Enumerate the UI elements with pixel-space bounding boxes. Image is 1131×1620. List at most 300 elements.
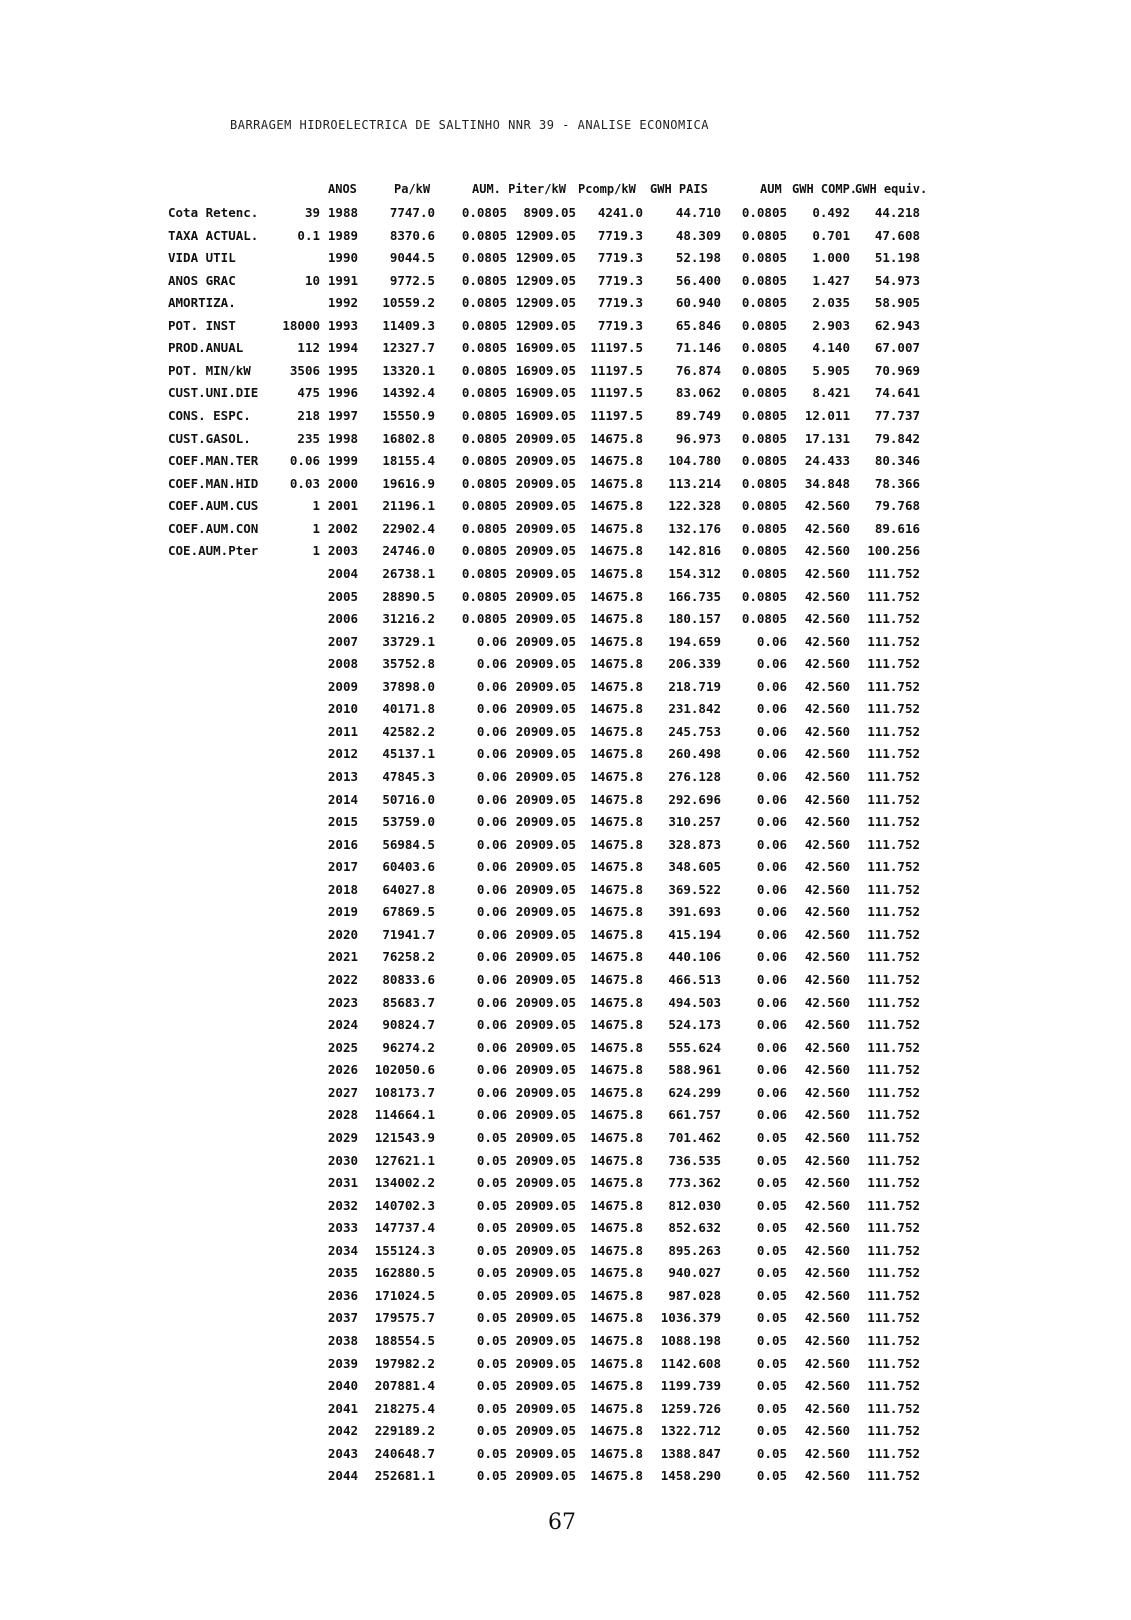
- cell-aum: 0.06: [476, 791, 507, 807]
- cell-piter: 20909.05: [515, 1468, 576, 1484]
- table-row: [0, 631, 1131, 654]
- cell-equiv: 111.752: [867, 1152, 920, 1168]
- cell-comp: 42.560: [804, 1197, 850, 1213]
- cell-label: CUST.GASOL.: [168, 430, 251, 446]
- cell-pa: 229189.2: [374, 1423, 435, 1439]
- table-row: [0, 518, 1131, 541]
- cell-year: 2000: [327, 475, 358, 491]
- cell-pcomp: 14675.8: [590, 949, 643, 965]
- cell-pcomp: 14675.8: [590, 1242, 643, 1258]
- cell-comp: 42.560: [804, 1265, 850, 1281]
- cell-param: 1: [312, 520, 320, 536]
- cell-aum2: 0.06: [756, 746, 787, 762]
- cell-piter: 12909.05: [515, 250, 576, 266]
- cell-piter: 8909.05: [523, 205, 576, 220]
- cell-pa: 15550.9: [382, 408, 435, 424]
- cell-year: 2028: [327, 1107, 358, 1123]
- cell-piter: 20909.05: [515, 1107, 576, 1123]
- cell-pa: 76258.2: [382, 949, 435, 965]
- cell-piter: 20909.05: [515, 701, 576, 717]
- cell-pcomp: 14675.8: [590, 881, 643, 897]
- cell-aum2: 0.06: [756, 656, 787, 672]
- cell-aum2: 0.05: [756, 1445, 787, 1461]
- cell-year: 1991: [327, 272, 358, 288]
- cell-equiv: 70.969: [874, 362, 920, 378]
- cell-aum: 0.06: [476, 633, 507, 649]
- cell-aum2: 0.06: [756, 1107, 787, 1123]
- table-row: [0, 1443, 1131, 1466]
- cell-year: 2043: [327, 1445, 358, 1461]
- table-row: [0, 292, 1131, 315]
- cell-aum: 0.06: [476, 904, 507, 920]
- cell-pa: 188554.5: [374, 1333, 435, 1348]
- cell-aum2: 0.0805: [741, 340, 787, 356]
- cell-gwh: 1322.712: [660, 1423, 721, 1439]
- cell-pcomp: 14675.8: [590, 678, 643, 694]
- table-row: [0, 924, 1131, 947]
- cell-equiv: 111.752: [867, 949, 920, 965]
- cell-aum2: 0.0805: [741, 498, 787, 514]
- cell-comp: 42.560: [804, 588, 850, 604]
- table-row: [0, 540, 1131, 563]
- cell-piter: 16909.05: [515, 408, 576, 424]
- cell-equiv: 111.752: [867, 611, 920, 627]
- cell-year: 2020: [327, 926, 358, 942]
- cell-year: 1997: [327, 408, 358, 424]
- cell-equiv: 111.752: [867, 836, 920, 852]
- cell-equiv: 111.752: [867, 1378, 920, 1394]
- cell-piter: 20909.05: [515, 611, 576, 627]
- table-row: [0, 1082, 1131, 1105]
- cell-gwh: 65.846: [675, 317, 721, 333]
- cell-aum: 0.05: [476, 1310, 507, 1326]
- cell-piter: 20909.05: [515, 498, 576, 514]
- header-anos: ANOS: [328, 182, 357, 196]
- cell-piter: 20909.05: [515, 836, 576, 852]
- cell-equiv: 111.752: [867, 1355, 920, 1371]
- cell-piter: 20909.05: [515, 633, 576, 649]
- cell-aum: 0.06: [476, 701, 507, 717]
- cell-year: 2019: [327, 904, 358, 920]
- cell-equiv: 111.752: [867, 1107, 920, 1123]
- cell-pcomp: 14675.8: [590, 1175, 643, 1191]
- cell-comp: 42.560: [804, 746, 850, 762]
- cell-comp: 42.560: [804, 678, 850, 694]
- cell-aum: 0.06: [476, 949, 507, 965]
- cell-equiv: 111.752: [867, 994, 920, 1010]
- cell-piter: 20909.05: [515, 1062, 576, 1078]
- cell-aum2: 0.0805: [741, 430, 787, 446]
- cell-year: 2034: [327, 1242, 358, 1258]
- table-row: [0, 473, 1131, 496]
- table-row: [0, 315, 1131, 338]
- table-row: [0, 766, 1131, 789]
- cell-year: 1992: [327, 295, 358, 311]
- cell-aum2: 0.06: [756, 949, 787, 965]
- cell-gwh: 71.146: [675, 340, 721, 356]
- cell-year: 2009: [327, 678, 358, 694]
- cell-pcomp: 14675.8: [590, 1107, 643, 1123]
- cell-piter: 20909.05: [515, 1197, 576, 1213]
- cell-piter: 16909.05: [515, 385, 576, 401]
- cell-gwh: 624.299: [668, 1084, 721, 1100]
- table-row: [0, 495, 1131, 518]
- cell-comp: 4.140: [812, 340, 850, 356]
- cell-pa: 16802.8: [382, 430, 435, 446]
- cell-param: 235: [297, 430, 320, 446]
- cell-pa: 155124.3: [374, 1242, 435, 1258]
- cell-pa: 28890.5: [382, 588, 435, 604]
- cell-pcomp: 14675.8: [590, 453, 643, 469]
- cell-label: COE.AUM.Pter: [168, 543, 259, 559]
- cell-equiv: 44.218: [874, 205, 920, 220]
- cell-gwh: 736.535: [668, 1152, 721, 1168]
- cell-equiv: 111.752: [867, 1242, 920, 1258]
- cell-gwh: 44.710: [675, 205, 721, 220]
- cell-gwh: 260.498: [668, 746, 721, 762]
- cell-param: 112: [297, 340, 320, 356]
- table-row: [0, 1285, 1131, 1308]
- cell-equiv: 111.752: [867, 1084, 920, 1100]
- cell-year: 1995: [327, 362, 358, 378]
- header-gwh-equiv: GWH equiv.: [855, 182, 928, 196]
- cell-pa: 252681.1: [374, 1468, 435, 1484]
- cell-piter: 20909.05: [515, 1175, 576, 1191]
- cell-label: POT. MIN/kW: [168, 362, 251, 378]
- cell-aum2: 0.0805: [741, 227, 787, 243]
- cell-pa: 10559.2: [382, 295, 435, 311]
- cell-equiv: 111.752: [867, 904, 920, 920]
- table-row: [0, 1330, 1131, 1353]
- cell-comp: 42.560: [804, 881, 850, 897]
- cell-gwh: 104.780: [668, 453, 721, 469]
- cell-gwh: 89.749: [675, 408, 721, 424]
- cell-aum2: 0.06: [756, 723, 787, 739]
- cell-piter: 20909.05: [515, 430, 576, 446]
- cell-piter: 12909.05: [515, 227, 576, 243]
- header-gwh-comp: GWH COMP.: [792, 182, 858, 196]
- cell-comp: 42.560: [804, 1468, 850, 1484]
- cell-pcomp: 14675.8: [590, 814, 643, 830]
- cell-aum: 0.06: [476, 881, 507, 897]
- cell-year: 2002: [327, 520, 358, 536]
- cell-pcomp: 14675.8: [590, 994, 643, 1010]
- cell-param: 3506: [289, 362, 320, 378]
- cell-pcomp: 14675.8: [590, 836, 643, 852]
- cell-piter: 20909.05: [515, 453, 576, 469]
- cell-pa: 11409.3: [382, 317, 435, 333]
- cell-equiv: 47.608: [874, 227, 920, 243]
- cell-equiv: 111.752: [867, 1062, 920, 1078]
- cell-pcomp: 14675.8: [590, 565, 643, 581]
- cell-aum: 0.0805: [461, 205, 507, 220]
- table-row: [0, 1127, 1131, 1150]
- cell-aum: 0.05: [476, 1333, 507, 1348]
- cell-pcomp: 7719.3: [597, 250, 643, 266]
- cell-pa: 64027.8: [382, 881, 435, 897]
- cell-pa: 197982.2: [374, 1355, 435, 1371]
- cell-aum2: 0.05: [756, 1423, 787, 1439]
- cell-pcomp: 11197.5: [590, 385, 643, 401]
- table-row: [0, 789, 1131, 812]
- cell-pcomp: 14675.8: [590, 904, 643, 920]
- cell-piter: 20909.05: [515, 1287, 576, 1303]
- cell-equiv: 111.752: [867, 1333, 920, 1348]
- cell-pcomp: 11197.5: [590, 340, 643, 356]
- cell-year: 2014: [327, 791, 358, 807]
- cell-piter: 20909.05: [515, 814, 576, 830]
- cell-aum: 0.06: [476, 1084, 507, 1100]
- table-row: [0, 992, 1131, 1015]
- cell-aum2: 0.06: [756, 1039, 787, 1055]
- cell-comp: 42.560: [804, 1084, 850, 1100]
- cell-equiv: 111.752: [867, 1129, 920, 1145]
- cell-pcomp: 14675.8: [590, 1310, 643, 1326]
- cell-year: 2038: [327, 1333, 358, 1348]
- cell-comp: 42.560: [804, 1017, 850, 1033]
- table-row: [0, 1262, 1131, 1285]
- cell-aum: 0.06: [476, 678, 507, 694]
- cell-pcomp: 14675.8: [590, 701, 643, 717]
- cell-aum: 0.05: [476, 1378, 507, 1394]
- cell-pa: 102050.6: [374, 1062, 435, 1078]
- cell-comp: 42.560: [804, 859, 850, 875]
- cell-year: 2042: [327, 1423, 358, 1439]
- cell-equiv: 111.752: [867, 1265, 920, 1281]
- cell-year: 2039: [327, 1355, 358, 1371]
- cell-comp: 42.560: [804, 1310, 850, 1326]
- cell-aum2: 0.05: [756, 1468, 787, 1484]
- cell-label: TAXA ACTUAL.: [168, 227, 259, 243]
- table-row: [0, 1104, 1131, 1127]
- cell-aum2: 0.05: [756, 1152, 787, 1168]
- cell-pcomp: 14675.8: [590, 588, 643, 604]
- cell-gwh: 96.973: [675, 430, 721, 446]
- cell-equiv: 111.752: [867, 656, 920, 672]
- cell-equiv: 111.752: [867, 881, 920, 897]
- cell-comp: 42.560: [804, 791, 850, 807]
- cell-aum2: 0.06: [756, 904, 787, 920]
- cell-comp: 42.560: [804, 1039, 850, 1055]
- cell-equiv: 111.752: [867, 791, 920, 807]
- cell-label: POT. INST: [168, 317, 236, 333]
- cell-aum2: 0.0805: [741, 453, 787, 469]
- cell-piter: 20909.05: [515, 520, 576, 536]
- cell-gwh: 276.128: [668, 769, 721, 784]
- cell-comp: 42.560: [804, 769, 850, 784]
- cell-pcomp: 14675.8: [590, 1062, 643, 1078]
- cell-aum2: 0.06: [756, 701, 787, 717]
- cell-gwh: 48.309: [675, 227, 721, 243]
- cell-piter: 20909.05: [515, 543, 576, 559]
- table-row: [0, 1240, 1131, 1263]
- cell-label: CONS. ESPC.: [168, 408, 251, 424]
- cell-aum2: 0.0805: [741, 205, 787, 220]
- cell-equiv: 111.752: [867, 678, 920, 694]
- cell-gwh: 56.400: [675, 272, 721, 288]
- cell-gwh: 466.513: [668, 972, 721, 988]
- cell-piter: 20909.05: [515, 1017, 576, 1033]
- cell-pa: 40171.8: [382, 701, 435, 717]
- cell-year: 2011: [327, 723, 358, 739]
- cell-piter: 20909.05: [515, 588, 576, 604]
- cell-pa: 22902.4: [382, 520, 435, 536]
- cell-pcomp: 7719.3: [597, 227, 643, 243]
- cell-pcomp: 14675.8: [590, 1017, 643, 1033]
- cell-aum: 0.05: [476, 1287, 507, 1303]
- cell-label: COEF.AUM.CUS: [168, 498, 259, 514]
- cell-param: 39: [304, 205, 320, 220]
- cell-piter: 20909.05: [515, 1084, 576, 1100]
- table-row: [0, 811, 1131, 834]
- cell-pcomp: 14675.8: [590, 520, 643, 536]
- cell-equiv: 111.752: [867, 746, 920, 762]
- cell-comp: 42.560: [804, 926, 850, 942]
- cell-year: 2024: [327, 1017, 358, 1033]
- cell-year: 1999: [327, 453, 358, 469]
- cell-aum2: 0.05: [756, 1355, 787, 1371]
- cell-gwh: 588.961: [668, 1062, 721, 1078]
- cell-aum: 0.0805: [461, 408, 507, 424]
- cell-pcomp: 14675.8: [590, 1355, 643, 1371]
- cell-year: 1990: [327, 250, 358, 266]
- cell-pa: 37898.0: [382, 678, 435, 694]
- cell-piter: 20909.05: [515, 1333, 576, 1348]
- cell-aum: 0.06: [476, 723, 507, 739]
- cell-aum: 0.05: [476, 1242, 507, 1258]
- cell-piter: 20909.05: [515, 1039, 576, 1055]
- cell-year: 1989: [327, 227, 358, 243]
- cell-equiv: 77.737: [874, 408, 920, 424]
- cell-equiv: 80.346: [874, 453, 920, 469]
- cell-piter: 20909.05: [515, 1310, 576, 1326]
- table-row: [0, 856, 1131, 879]
- cell-piter: 20909.05: [515, 565, 576, 581]
- cell-aum: 0.0805: [461, 588, 507, 604]
- cell-year: 2008: [327, 656, 358, 672]
- cell-comp: 42.560: [804, 1287, 850, 1303]
- cell-comp: 42.560: [804, 1400, 850, 1416]
- cell-year: 2022: [327, 972, 358, 988]
- cell-param: 0.03: [289, 475, 320, 491]
- cell-aum: 0.06: [476, 746, 507, 762]
- table-row: [0, 608, 1131, 631]
- cell-param: 1: [312, 543, 320, 559]
- table-row: [0, 969, 1131, 992]
- cell-piter: 20909.05: [515, 1400, 576, 1416]
- cell-pcomp: 14675.8: [590, 1039, 643, 1055]
- table-row: [0, 1150, 1131, 1173]
- cell-aum2: 0.06: [756, 972, 787, 988]
- cell-comp: 42.560: [804, 498, 850, 514]
- table-row: [0, 360, 1131, 383]
- cell-pa: 13320.1: [382, 362, 435, 378]
- cell-comp: 42.560: [804, 565, 850, 581]
- cell-year: 2032: [327, 1197, 358, 1213]
- cell-aum: 0.06: [476, 994, 507, 1010]
- cell-pa: 171024.5: [374, 1287, 435, 1303]
- table-row: [0, 901, 1131, 924]
- cell-aum2: 0.0805: [741, 362, 787, 378]
- cell-aum: 0.05: [476, 1129, 507, 1145]
- cell-comp: 2.035: [812, 295, 850, 311]
- cell-comp: 1.427: [812, 272, 850, 288]
- cell-piter: 20909.05: [515, 1152, 576, 1168]
- cell-gwh: 415.194: [668, 926, 721, 942]
- cell-year: 2001: [327, 498, 358, 514]
- cell-aum2: 0.0805: [741, 385, 787, 401]
- cell-comp: 17.131: [804, 430, 850, 446]
- cell-pcomp: 14675.8: [590, 1197, 643, 1213]
- table-row: [0, 743, 1131, 766]
- cell-label: Cota Retenc.: [168, 205, 259, 220]
- cell-pa: 96274.2: [382, 1039, 435, 1055]
- cell-label: CUST.UNI.DIE: [168, 385, 259, 401]
- cell-gwh: 661.757: [668, 1107, 721, 1123]
- cell-pcomp: 14675.8: [590, 791, 643, 807]
- cell-comp: 42.560: [804, 1333, 850, 1348]
- cell-gwh: 76.874: [675, 362, 721, 378]
- cell-piter: 20909.05: [515, 1423, 576, 1439]
- cell-year: 2013: [327, 769, 358, 784]
- cell-pcomp: 14675.8: [590, 1287, 643, 1303]
- cell-year: 2036: [327, 1287, 358, 1303]
- table-row: [0, 382, 1131, 405]
- cell-year: 2021: [327, 949, 358, 965]
- header-gwh-pais: GWH PAIS: [650, 182, 708, 196]
- cell-label: AMORTIZA.: [168, 295, 236, 311]
- cell-aum: 0.06: [476, 1017, 507, 1033]
- cell-pcomp: 14675.8: [590, 1378, 643, 1394]
- cell-aum2: 0.05: [756, 1310, 787, 1326]
- cell-aum2: 0.0805: [741, 317, 787, 333]
- cell-aum2: 0.06: [756, 678, 787, 694]
- cell-gwh: 1199.739: [660, 1378, 721, 1394]
- cell-equiv: 51.198: [874, 250, 920, 266]
- cell-aum2: 0.05: [756, 1220, 787, 1236]
- cell-comp: 0.492: [812, 205, 850, 220]
- cell-comp: 42.560: [804, 1445, 850, 1461]
- cell-aum2: 0.06: [756, 994, 787, 1010]
- cell-gwh: 292.696: [668, 791, 721, 807]
- cell-pcomp: 14675.8: [590, 1333, 643, 1348]
- cell-aum: 0.05: [476, 1152, 507, 1168]
- cell-gwh: 348.605: [668, 859, 721, 875]
- cell-aum: 0.06: [476, 859, 507, 875]
- header-pa-kw: Pa/kW: [394, 182, 431, 196]
- cell-year: 2026: [327, 1062, 358, 1078]
- cell-piter: 20909.05: [515, 949, 576, 965]
- cell-gwh: 494.503: [668, 994, 721, 1010]
- cell-comp: 5.905: [812, 362, 850, 378]
- cell-aum2: 0.06: [756, 859, 787, 875]
- cell-param: 218: [297, 408, 320, 424]
- cell-comp: 34.848: [804, 475, 850, 491]
- header-pcomp: Pcomp/kW: [578, 182, 636, 196]
- cell-year: 2025: [327, 1039, 358, 1055]
- cell-aum2: 0.05: [756, 1175, 787, 1191]
- cell-pa: 42582.2: [382, 723, 435, 739]
- table-row: [0, 337, 1131, 360]
- cell-pa: 218275.4: [374, 1400, 435, 1416]
- cell-comp: 42.560: [804, 633, 850, 649]
- cell-aum: 0.05: [476, 1400, 507, 1416]
- cell-aum2: 0.0805: [741, 250, 787, 266]
- cell-equiv: 111.752: [867, 701, 920, 717]
- table-row: [0, 247, 1131, 270]
- cell-aum2: 0.05: [756, 1197, 787, 1213]
- cell-aum: 0.0805: [461, 611, 507, 627]
